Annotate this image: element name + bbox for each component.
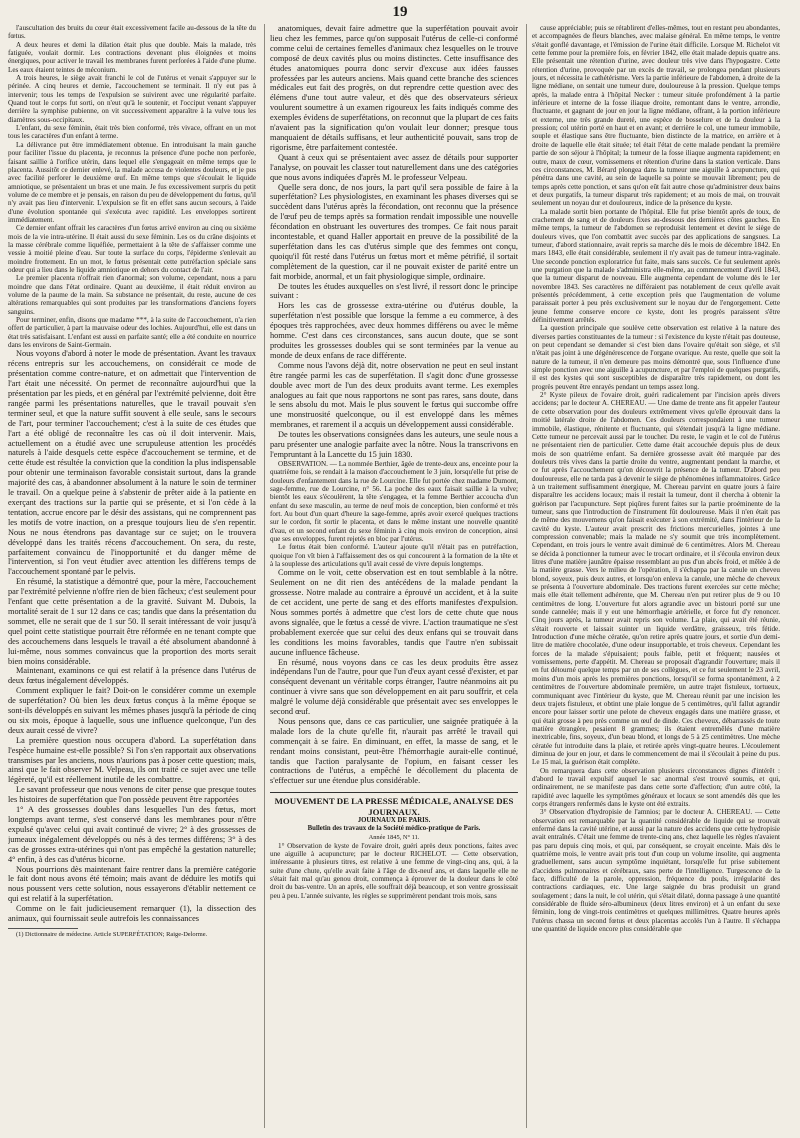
paragraph: En résumé, nous voyons dans ce cas les deux produits être assez indépendans l'un de l'autre, pour que l'un d'eux ayant cessé d'exister, et par conséquent devenant un véritable corps étranger, l'autre néanmoins ait pu continuer à vivre sans que son développement en ait paru souffrir, et cela malgré le volume déjà considérable que présentait avec ses enveloppes le second œuf. — [270, 657, 518, 717]
paragraph: La question principale que soulève cette observation est relative à la nature des diverses parties constituantes de la tumeur : si l'existence du kyste n'était pas douteuse, on peut cependant se demander si c'est bien dans l'ovaire qu'était son siège, et s'il n'était pas joint à une dégénérescence de l'organe ovarique. Au reste, quelle que soit la nature de la tumeur, il n'en demeure pas moins démontré que, sous l'influence d'une simple ponction avec une aiguille à acupuncture, et par l'emploi de quelques purgatifs, il est des kystes qui sont susceptibles de disparaître très rapidement, ou dont les progrès peuvent être enrayés pendant un temps assez long. — [532, 324, 780, 391]
paragraph: Nous pourrions dès maintenant faire rentrer dans la première catégorie le fait dont nous avons été témoin; mais avant de déduire les motifs qui nous poussent vers cette solution, nous essayerons d'établir nettement ce qui est relatif à la superfétation. — [8, 864, 256, 904]
paragraph: Le premier placenta n'offrait rien d'anormal; son volume, cependant, nous a paru moindre que dans l'état ordinaire. Quant au deuxième, il était réduit environ au volume de la paume de la main. Sa substance ne présentait, du reste, aucune de ces altérations remarquables qui sont produites par les transformations d'anciens foyers sanguins. — [8, 274, 256, 316]
bulletin-date: Année 1845, N° 11. — [368, 833, 420, 841]
footnote-rule — [8, 928, 78, 929]
paragraph: En résumé, la statistique a démontré que, pour la mère, l'accouchement par l'extrémité pelvienne n'offre rien de bien fâcheux; c'est seulement pour l'enfant que cette présentation a de la gravité. Suivant M. Dubois, la mortalité serait de 1 sur 12 dans ce cas; tandis que dans la présentation du sommet, elle ne serait que de 1 sur 50. Il serait intéressant de voir jusqu'à quel point cette statistique pourrait être réformée en ne tenant compte que des accouchemens dans lesquels le travail a été absolument abandonné à lui-même, nous sommes convaincus que la proportion des morts serait bien moins considérable. — [8, 577, 256, 666]
paragraph: Nous voyons d'abord à noter le mode de présentation. Avant les travaux récens entrepris sur les accouchemens, on considérait ce mode de présentation comme contre-nature, et on admettait que l'intervention de l'art était une nécessité. On permet de reconnaître aujourd'hui que la présentation par les pieds, et en général par l'extrémité pelvienne, doit être rangée parmi les présentations naturelles, que le travail pouvait s'en terminer seul, et que la nature suffit souvent à elle seule, sans le secours de l'art, pour terminer l'accouchement; c'est à la suite de ces études que l'art a été obligé de reconnaître les cas où il doit intervenir. Mais, actuellement on a étudié avec une scrupuleuse attention les procédés naturels à l'aide desquels cette espèce d'accouchement se termine, et de cette étude est résultée la conviction que la condition la plus indispensable pour obtenir une terminaison favorable consistait surtout, dans la grande majorité des cas, à abandonner absolument à la nature le soin de terminer le travail. On a quelque peine à s'abstenir de prêter aide à la patiente en exerçant des tractions sur la partie qui se présente, et si l'on cède à la tentation, accrue encore par le désir des assistans, qui ne comprennent pas les motifs de votre inaction, on a presque toujours lieu de s'en repentir. Nous ne nous étendrons pas davantage sur ce sujet; on le trouvera développé dans les traités récens d'accouchement. On sera, du reste, parfaitement convaincu de l'inopportunité et du danger même de l'intervention, si l'on veut étudier avec attention les différens temps de l'accouchement spontané par le pelvis. — [8, 349, 256, 577]
paragraph: A deux heures et demi la dilation était plus que double. Mais la malade, très fatiguée, voulait dormir. Les contractions devenant plus éloignées et moins énergiques, pour activer le travail les membranes furent perforées à l'aide d'une plume. Les eaux étaient teintes de méconium. — [8, 40, 256, 74]
paragraph: De toutes les études auxquelles on s'est livré, il ressort donc le principe suivant : — [270, 281, 518, 301]
paragraph: A trois heures, le siège avait franchi le col de l'utérus et venait s'appuyer sur le périnée. A cinq heures et demie, l'accouchement se terminait. Il n'y eut pas à intervenir; tous les temps de l'expulsion se suivirent avec une régularité parfaite. Quand tout le corps fut sorti, on n'eut qu'à le soutenir, et l'occiput venant s'appuyer derrière la symphise pubienne, on vit successivement apparaître à la vulve tous les diamètres sous-occipitaux. — [8, 74, 256, 124]
column-separator — [264, 24, 265, 1128]
column-3 — [532, 24, 780, 1132]
paragraph: 3° Observation d'hydropisie de l'amnios; par le docteur A. CHEREAU. — Cette observation est remarquable par la quantité considérable de liquide qui se trouvait enfermé dans la cavité utérine, et aussi par la nature des accidens que cette hydropisie avait entraînés. C'était une femme de trente-cinq ans, chez laquelle les règles n'avaient pas paru depuis cinq mois, et qui, par conséquent, se croyait enceinte. Mais dès le quatrième mois, le ventre avait pris tout d'un coup un volume insolite, qui augmenta graduellement, sans aucun symptôme inquiétant, lorsqu'elle fut prise subitement d'accidens pulmonaires et cérébraux, sans perte de l'intelligence. Turgescence de la face, difficulté de la parole, oppression, fréquence du pouls, irrégularité des contractions cardiaques, etc. Une large saignée du bras produisit un grand soulagement ; dans la nuit, le col utérin, qui s'était dilaté, donna passage à une quantité considérable de fluide séro-albumineux (deux litres environ) et à un enfant du sexe féminin, long de vingt-trois centimètres et quelques millimètres. Quatre heures après l'utérus chassa un second fœtus et deux placentas accolés l'un à l'autre. Il s'échappa une quantité de liquide encore plus considérable que — [532, 808, 780, 934]
bulletin-heading: Bulletin des travaux de la Société médico-pratique de Paris. — [307, 825, 481, 833]
paragraph: On remarquera dans cette observation plusieurs circonstances dignes d'intérêt : d'abord le travail expulsif auquel le sac anormal s'est trouvé soumis, et qui, ordinairement, ne se manifeste pas dans cette sorte d'affection; d'un autre côté, la rapidité avec laquelle les symptômes généraux et locaux se sont amendés dès que les corps étrangers renfermés dans le kyste ont été extraits. — [532, 766, 780, 808]
paragraph: Pour terminer, enfin, disons que madame ***, à la suite de l'accouchement, n'a rien offert de particulier, à part la mauvaise odeur des lochies. Aujourd'hui, elle est dans un état très satisfaisant. L'enfant est aussi en parfaite santé; elle a été conduite en nourrice dans les environs de Saint-Germain. — [8, 316, 256, 350]
paragraph: l'auscultation des bruits du cœur était excessivement facile au-dessous de la tête du fœtus. — [8, 24, 256, 41]
section-rule — [270, 792, 518, 793]
section-title: MOUVEMENT DE LA PRESSE MÉDICALE, ANALYSE DES JOURNAUX. — [274, 796, 514, 817]
paragraph: Hors les cas de grossesse extra-utérine ou d'utérus double, la superfétation n'est possible que lorsque la femme a eu commerce, à des époques très rapprochées, avec deux hommes différens ou avec le même homme. C'est dans ces circonstances, sans aucun doute, que se sont produites les grossesses doubles qui se sont terminées par la venue au monde de deux enfans de race différente. — [270, 301, 518, 360]
paragraph: Maintenant, examinons ce qui est relatif à la présence dans l'utérus de deux fœtus inégalement développés. — [8, 666, 256, 686]
paragraph: La première question nous occupera d'abord. La superfétation dans l'espèce humaine est-elle possible? Si l'on s'en rapportait aux observations transmises par les anciens, nous n'aurions pas à poser cette question; mais, ainsi que le fait observer M. Velpeau, ils ont traité ce sujet avec une telle légèreté, qu'il est réellement inutile de les combattre. — [8, 735, 256, 785]
column-2 — [270, 24, 518, 1132]
column-1 — [8, 24, 256, 1132]
paragraph: Comme on le voit, cette observation est en tout semblable à la nôtre. Seulement on ne dit rien des antécédens de la malade pendant la grossesse. Notre malade au contraire a éprouvé un accident, et à la suite de cet accident, une perte de sang et des efforts manifestes d'expulsion. Nous sommes portés à admettre que c'est lors de cette chute que nous avons signalée, que le fœtus a cessé de vivre. L'action traumatique ne s'est probablement exercée que sur celui des deux enfans qui se trouvait dans les conditions les moins favorables, tandis que l'autre n'en subissait aucune influence fâcheuse. — [270, 568, 518, 657]
paragraph: Comme nous l'avons déjà dit, notre observation ne peut en seul instant être rangée parmi les cas de superfétation. Il s'agit donc d'une grossesse double avec mort de l'un des deux produits avant terme. Les exemples analogues au fait que nous rapportons ne sont pas rares, sans doute, dans le sens absolu du mot. Mais le plus souvent le fœtus qui succombe offre une monstruosité quelconque, ou il est enveloppé dans les mêmes membranes, et rarement il a acquis un développement aussi considérable. — [270, 360, 518, 430]
paragraph: 1° Observation de kyste de l'ovaire droit, guéri après deux ponctions, faites avec une aiguille à acupuncture; par le docteur RICHELOT. — Cette observation, intéressante à plusieurs titres, est relative à une femme de vingt-cinq ans, qui, à la suite d'une chute, qu'elle avait faite à l'âge de dix-neuf ans, et dans laquelle elle ne s'était fait mal qu'au genou droit, commença à éprouver de la douleur dans le côté droit du bas-ventre. Un an après, elle souffrait déjà beaucoup, et son ventre grossissait peu à peu. L'année suivante, les règles se supprimèrent pendant trois mois, sans — [270, 841, 518, 900]
paragraph: Le savant professeur que nous venons de citer pense que presque toutes les histoires de superfétation que l'on possède peuvent être rapportées — [8, 785, 256, 805]
paragraph: Quant à ceux qui se présentaient avec assez de détails pour supporter l'analyse, on pouvait les classer tout naturellement dans une des catégories que nous avons indiquées d'après M. le professeur Velpeau. — [270, 152, 518, 182]
footnote: (1) Dictionnaire de médecine. Article SUPERFÉTATION; Raige-Delorme. — [16, 930, 208, 938]
journal-heading: JOURNAUX DE PARIS. — [357, 817, 431, 825]
column-separator — [526, 24, 527, 1128]
page-number: 19 — [392, 4, 408, 20]
paragraph: La délivrance put être immédiatement obtenue. En introduisant la main gauche pour faciliter l'issue du placenta, je reconnus la présence d'une poche non perforée, faisant saillie à l'orifice utérin, dans lequel elle s'engageait en même temps que le placenta. Aussitôt ce dernier enlevé, la malade accusa de violentes douleurs, et je pus avec facilité perforer le deuxième œuf. En même temps que s'écoulait le liquide amniotique, se présentaient un bras et une main. Je fus excessivement surpris du petit volume de ce membre et je pensais, en raison du peu de développement du fœtus, qu'il n'y avait pas lieu d'intervenir. L'expulsion se fit en effet sans aucun secours, à l'aide d'une évolution spontanée qui s'exécuta avec rapidité. Les enveloppes sortirent immédiatement. — [8, 140, 256, 224]
paragraph: Quelle sera donc, de nos jours, la part qu'il sera possible de faire à la superfétation? Les physiologistes, en examinant les phases diverses qui se succèdent dans l'utérus après la fécondation, ont reconnu que la présence de l'œuf peu de temps après sa formation rendait impossible une nouvelle fécondation en obstruant les ouvertures des trompes. Ce fait nous parait incontestable, et quand Haller apportait en preuve de la possibilité de la superfétation dans les cas d'utérus simple que des femmes ont conçu, quoiqu'il fût resté dans l'utérus un fœtus mort et même pétrifié, il sortait complètement de la question, car il ne pouvait exister de parité entre un fait morbide, anormal, et un fait physiologique simple, ordinaire. — [270, 182, 518, 281]
paragraph: L'enfant, du sexe féminin, était très bien conformé, très vivace, offrant en un mot tous les caractères d'un enfant à terme. — [8, 124, 256, 141]
paragraph: Ce dernier enfant offrait les caractères d'un fœtus arrivé environ au cinq ou sixième mois de la vie intra-utérine. Il était aussi du sexe féminin. Les os du crâne disjoints et la masse cérébrale comme liquéfiée, permettaient à la tête de s'affaisser comme une vessie à moitié pleine d'eau. Sur toute la surface du corps, l'épiderme s'enlevait au moindre frottement. En un mot, le fœtus présentait cette putréfaction spéciale sans odeur qui a lieu dans le liquide amniotique en dehors du contact de l'air. — [8, 224, 256, 274]
paragraph: 2° Kyste pileux de l'ovaire droit, guéri radicalement par l'incision après divers accidens; par le docteur A. CHEREAU. — Une dame de trente ans fit appeler l'auteur de cette observation pour des douleurs extrêmement vives qu'elle éprouvait dans la moitié latérale droite de l'abdomen. Ces douleurs correspondaient à une tumeur immobile, élastique, rénitente et fluctuante, qui s'étendait jusqu'à la ligne médiane. Cette tumeur ne percevait aussi par le toucher. Du reste, le vagin et le col de l'utérus ne présentaient rien de particulier. Cette dame était accouchée depuis plus de deux mois de son quatrième enfant. Sa dernière grossesse avait été marquée par des douleurs très vives dans la partie droite du ventre, augmentant pendant la marche, et ce fut après l'accouchement qu'on découvrit la présence de la tumeur. D'abord peu douloureuse, elle ne tarda pas à devenir le siège de phénomènes inflammatoires. Grâce à un traitement suffisamment énergique, M. Chereau parvint en quatre jours à faire disparaître les accidens locaux; mais il restait la tumeur, dont il chercha à obtenir la guérison par l'acupuncture. Sept piqûres furent faites sur la partie proéminente de la tumeur, sans que l'introduction de l'instrument fût douloureuse. Mais il n'en était pas de même des mouvemens qu'on faisait exécuter à son extrémité, dans l'intérieur de la cavité du kyste. L'auteur avait prescrit des frictions mercurielles, jointes à une compression convenable; mais la malade ne s'y soumit que très incomplètement. Cependant, en trois jours le ventre avait diminué de 6 centimètres. Alors M. Chereau se décida à ponctionner la tumeur avec le trocart ordinaire, et il s'écoula environ deux litres d'une matière jaunâtre épaisse ressemblant au pus d'un abcès froid, et mêlée à de la matière grasse. Vers le milieu de l'opération, il s'échappa par la canule un cheveu blond, soyeux, puis deux autres, et lorsqu'on enleva la canule, une mèche de cheveux se présenta à l'ouverture abdominale. Des tractions furent exercées sur cette mèche; mais elle était tellement adhérente, que M. Chereau n'en put retirer plus de 9 ou 10 centimètres de long. L'ouverture fut alors agrandie avec un bistouri porté sur une sonde cannelée; mais il y eut une hémorrhagie artérielle, et force fut d'y renoncer. Cinq jours après, la tumeur avait repris son volume. La plaie, qui avait été réunie, s'était rouverte et laissait suinter un liquide verdâtre, graisseux, très fétide. Introduction d'une mèche cératée, qu'on retire après quatre jours, et sortie d'un demi-litre de matière chocolatée, d'une odeur insupportable, et trois cheveux. Cependant les forces de la malade s'épuisaient; pouls faible, petit et fréquent; nausées et vomissemens, perte d'appétit. M. Chereau se proposait d'agrandir l'ouverture; mais il en fut détourné quelque temps par un de ses collègues, et ce fut seulement le 23 avril, moins d'un mois après les premières ponctions, lorsqu'il se forma spontanément, à 2 centimètres de l'ouverture abdominale première, un autre trajet fistuleux, tortueux, communiquant avec l'intérieur du kyste, que M. Chereau réunit par une incision les deux trajets fistuleux, et obtint une plaie longue de 5 centimètres, qu'il fallut agrandir encore pour laisser sortir une pelote de cheveux engagés dans une matière grasse, et qui était grosse à peu près comme un œuf de dinde. Ces cheveux, débarrassés de toute matière étrangère, pesaient 8 grammes; ils étaient entremêlés d'une matière inextricable, fins, soyeux, d'un beau blond, et longs de 5 à 25 centimètres. Une mèche cératée fut introduite dans la plaie, et retirée après vingt-quatre heures. L'écoulement diminua de jour en jour, et dans le commencement de mai il s'écoulait à peine du pus. Le 15 mai, la guérison était complète. — [532, 391, 780, 767]
paragraph: cause appréciable; puis se rétablirent d'elles-mêmes, tout en restant peu abondantes, et accompagnées de fleurs blanches, avec malaise général. En même temps, le ventre s'était gonflé davantage, et l'émission de l'urine était difficile. Lorsque M. Richelot vit cette femme pour la première fois, en février 1842, elle était malade depuis quatre ans. Elle présentait une rétention d'urine, avec douleur très vive dans l'hypogastre. Cette rétention d'urine, provoquée par un excès de travail, se prolongea pendant plusieurs jours, et nécessita le cathétérisme. Vers la partie inférieure de l'abdomen, à droite de la ligne médiane, on sentait une tumeur dure, douloureuse à la pression. Quelque temps après, la malade entra à l'hôpital Necker : tumeur située profondément à la partie inférieure et interne de la fosse iliaque droite, remontant dans le ventre, arrondie, fluctuante, et gagnant de jour en jour la ligne médiane, offrant, à la portion inférieure et externe, une très grande dureté, une espèce de bosselure et de la douleur à la pression; col utérin porté en haut et en avant; et derrière le col, une tumeur immobile, souple et élastique sans être fluctuante, bien distincte de la matrice, en arrière et à droite de laquelle elle était située; tel était l'état de cette malade pendant la première partie de son séjour à l'hôpital; la tumeur de la fosse iliaque augmenta rapidement; en outre, maux de cœur, vomissemens et rétention d'urine dans la station verticale. Dans ces circonstances, M. Bérard plongea dans la tumeur une aiguille à acupuncture, qui pénétra dans une cavité, au sein de laquelle sa pointe se mouvait librement; peu de temps après cette ponction, et sans qu'on eût fait autre chose qu'administrer deux bains et deux purgatifs, la tumeur disparut très rapidement; et au mois de mai, on trouvait seulement un noyau dur et douloureux, indice de la présence du kyste. — [532, 24, 780, 208]
observation-paragraph: Le fœtus était bien conformé. L'auteur ajoute qu'il n'était pas en putréfaction, quoique l'on vît bien à l'affaissement des os qui concourent à la formation de la tête et à la souplesse des articulations qu'il avait cessé de vivre depuis longtemps. — [270, 543, 518, 568]
paragraph: Comme on le fait judicieusement remarquer (1), la dissection des animaux, qui fournissait seule autrefois les connaissances — [8, 904, 256, 924]
paragraph: 1° A des grossesses doubles dans lesquelles l'un des fœtus, mort longtemps avant terme, s'est conservé dans les membranes pour n'être expulsé qu'avec celui qui avait continué de vivre; 2° à des grossesses de jumeaux inégalement développés ou nés à des termes différens; 3° à des cas de grosses extra-utérines qui n'ont pas empêché la gestation naturelle; 4° enfin, à des cas d'utérus bicorne. — [8, 805, 256, 864]
paragraph: La malade sortit bien portante de l'hôpital. Elle fut prise bientôt après de toux, de crachement de sang et de douleurs fixes au-dessous des dernières côtes gauches. En même temps, la tumeur de l'abdomen se reproduisit lentement et devint le siège de douleurs vives, que l'on combattit avec succès par des applications de sangsues. La tumeur, d'abord stationnaire, avait repris sa marche dès le mois de décembre 1842. En mars 1843, elle était considérable, seulement il n'y avait pas de tumeur intra-vaginale. Une seconde ponction exploratrice fut faite, mais sans succès. Ce fut seulement après une purgation que la malade s'administra elle-même, au commencement d'avril 1843, que la tumeur disparut de nouveau. Elle augmenta cependant de volume dès le 1er novembre 1843. Ses caractères ne différaient pas notablement de ceux qu'elle avait présentés précédemment, à cette exception près que l'augmentation de volume paraissait porter à peu près exclusivement sur le noyau dur de l'engorgement. Cette jeune femme conserve encore ce kyste, dont les progrès paraissent s'être définitivement arrêtés. — [532, 207, 780, 325]
observation-paragraph: OBSERVATION. — La nommée Berthier, âgée de trente-deux ans, enceinte pour la quatrième fois, se rendait à la maison d'accouchement le 3 juin, lorsqu'elle fut prise de douleurs d'enfantement dans la rue de Lourcine. Elle fut portée chez madame Dumont, sage-femme, rue de Lourcine, n° 56. La poche des eaux faisait saillie à la vulve; bientôt les eaux s'écoulèrent, la tête s'engagea, et la femme Berthier accoucha d'un enfant du sexe masculin, au terme de neuf mois de conception, bien conformé et très fort. Au bout d'un quart d'heure la sage-femme, après avoir exercé quelques tractions sur le cordon, fit sortir le placenta, et dans le même instant une nouvelle quantité d'eau, et un second enfant du sexe féminin à cinq mois environ de conception, ainsi que ses enveloppes, furent rejetés en bloc par l'utérus. — [270, 459, 518, 543]
paragraph: Comment expliquer le fait? Doit-on le considérer comme un exemple de superfétation? Où bien les deux fœtus conçus à la même époque se sont-ils développés en suivant les mêmes phases jusqu'à la période de cinq ou six mois, époque à laquelle, sous une influence quelconque, l'un des deux aurait cessé de vivre? — [8, 686, 256, 735]
paragraph: Nous pensons que, dans ce cas particulier, une saignée pratiquée à la malade lors de la chute qu'elle fit, n'aurait pas arrêté le travail qui commençait à se faire. En diminuant, en effet, la masse de sang, et le rendant moins consistant, peut-être l'hémorrhagie aurait-elle continué, tandis que l'action paralysante de l'opium, en faisant cesser les contractions de l'utérus, a empêché le décollement du placenta de s'effectuer sur une étendue plus considérable. — [270, 716, 518, 786]
paragraph: anatomiques, devait faire admettre que la superfétation pouvait avoir lieu chez les femmes, parce qu'on supposait l'utérus de celle-ci conformé comme celui de certaines femelles d'animaux chez lesquelles on le trouve composé de deux cavités plus ou moins distinctes. Cette insuffisance des études anatomiques pourra donc servir d'excuse aux idées fausses professées par les auteurs anciens. Mais quand cette branche des sciences médicales eut fait des progrès, on dut reprendre cette question avec des élémens d'une tout autre valeur, et dès que des observateurs sérieux voulurent soumettre à un examen rigoureux les faits indiqués comme des exemples évidens de superfétations, on reconnut que la plupart de ces faits n'avaient pas la signification qu'on voulait leur donner; presque tous manquaient de détails suffisans, et leur authenticité pouvait, sans trop de rigorisme, être parfaitement contestée. — [270, 24, 518, 152]
paragraph: De toutes les observations consignées dans les auteurs, une seule nous a paru présenter une analogie parfaite avec la nôtre. Nous la transcrivons en l'empruntant à la Lancette du 15 juin 1830. — [270, 430, 518, 459]
